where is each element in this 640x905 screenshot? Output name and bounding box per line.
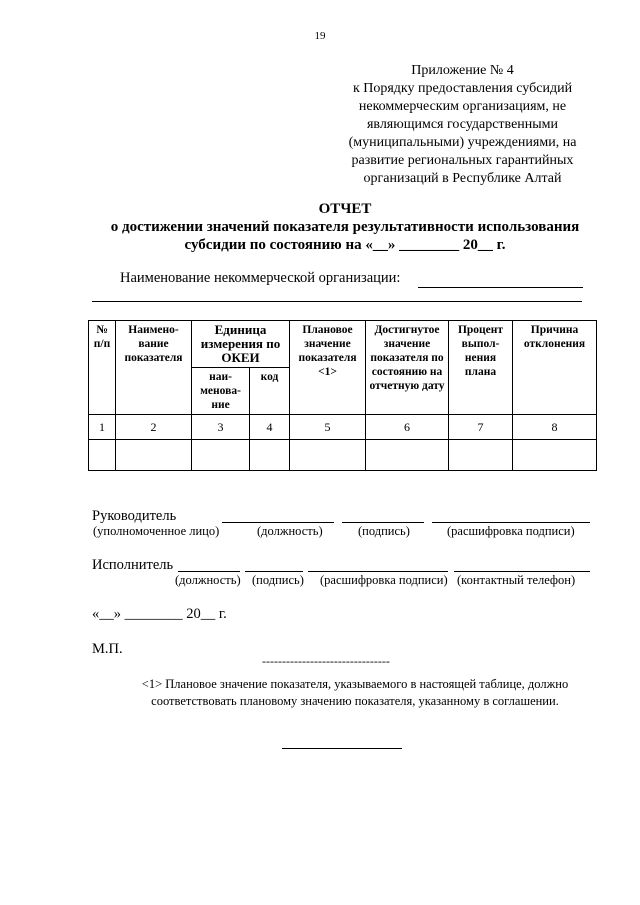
header-reason: Причина отклонения <box>513 321 597 415</box>
empty-cell[interactable] <box>366 440 449 471</box>
report-title: ОТЧЕТ <box>318 201 372 217</box>
executor-phone-field[interactable] <box>454 571 590 572</box>
head-sub-position: (должность) <box>257 524 323 538</box>
empty-cell[interactable] <box>116 440 192 471</box>
column-number: 4 <box>250 415 290 440</box>
column-number: 3 <box>192 415 250 440</box>
header-num: № п/п <box>89 321 116 415</box>
footnote-separator: -------------------------------- <box>262 654 390 668</box>
head-signature-field[interactable] <box>342 522 424 523</box>
empty-cell[interactable] <box>192 440 250 471</box>
head-sub-signature: (подпись) <box>358 524 410 538</box>
header-unit-name: наи-менова-ние <box>192 368 250 415</box>
appendix-title: Приложение № 4 <box>411 63 514 78</box>
executor-sub-phone: (контактный телефон) <box>457 573 576 587</box>
header-percent: Процент выпол-нения плана <box>449 321 513 415</box>
org-name-field[interactable] <box>418 287 583 288</box>
head-label: Руководитель <box>92 508 177 524</box>
empty-cell[interactable] <box>250 440 290 471</box>
column-number: 6 <box>366 415 449 440</box>
executor-label: Исполнитель <box>92 557 174 573</box>
appendix-line: организаций в Республике Алтай <box>363 171 562 186</box>
executor-sub-signature: (подпись) <box>252 573 304 587</box>
report-subtitle-line2: субсидии по состоянию на «__» ________ 20__ г. <box>184 237 506 253</box>
executor-decode-field[interactable] <box>308 571 448 572</box>
footnote-text: <1> Плановое значение показателя, указываемого в настоящей таблице, должно соответствовать плановому значению показателя, указанному в соглашении. <box>141 677 569 708</box>
appendix-line: (муниципальными) учреждениями, на <box>348 135 577 150</box>
head-position-field[interactable] <box>222 522 334 523</box>
column-number: 1 <box>89 415 116 440</box>
empty-cell[interactable] <box>449 440 513 471</box>
report-table <box>88 320 597 471</box>
header-unit: Единица измерения по ОКЕИ <box>192 321 290 368</box>
executor-sub-position: (должность) <box>175 573 241 587</box>
end-divider <box>282 748 402 749</box>
appendix-block <box>320 62 605 188</box>
header-achieved: Достигнутое значение показателя по состоянию на отчетную дату <box>366 321 449 415</box>
header-planned: Плановое значение показателя <1> <box>290 321 366 415</box>
column-number: 2 <box>116 415 192 440</box>
empty-cell[interactable] <box>513 440 597 471</box>
empty-cell[interactable] <box>89 440 116 471</box>
executor-signature-field[interactable] <box>245 571 303 572</box>
header-unit-code: код <box>250 368 290 415</box>
empty-cell[interactable] <box>290 440 366 471</box>
head-sub-authorized: (уполномоченное лицо) <box>93 524 220 538</box>
date-line: «__» ________ 20__ г. <box>92 606 227 622</box>
column-number: 5 <box>290 415 366 440</box>
org-name-field-second-line[interactable] <box>92 301 582 302</box>
header-name: Наимено-вание показателя <box>116 321 192 415</box>
column-number: 7 <box>449 415 513 440</box>
executor-position-field[interactable] <box>178 571 240 572</box>
page-number: 19 <box>314 30 326 42</box>
org-name-label: Наименование некоммерческой организации: <box>120 270 401 286</box>
head-sub-decode: (расшифровка подписи) <box>447 524 575 538</box>
appendix-line: развитие региональных гарантийных <box>351 153 574 168</box>
stamp-label: М.П. <box>92 641 123 657</box>
executor-sub-decode: (расшифровка подписи) <box>320 573 448 587</box>
appendix-line: некоммерческим организациям, не <box>358 99 567 114</box>
appendix-line: к Порядку предоставления субсидий <box>352 81 573 96</box>
column-number: 8 <box>513 415 597 440</box>
head-decode-field[interactable] <box>432 522 590 523</box>
report-subtitle-line1: о достижении значений показателя результативности использования <box>110 219 580 235</box>
report-title-block <box>95 200 595 254</box>
appendix-line: являющимся государственными <box>366 117 559 132</box>
